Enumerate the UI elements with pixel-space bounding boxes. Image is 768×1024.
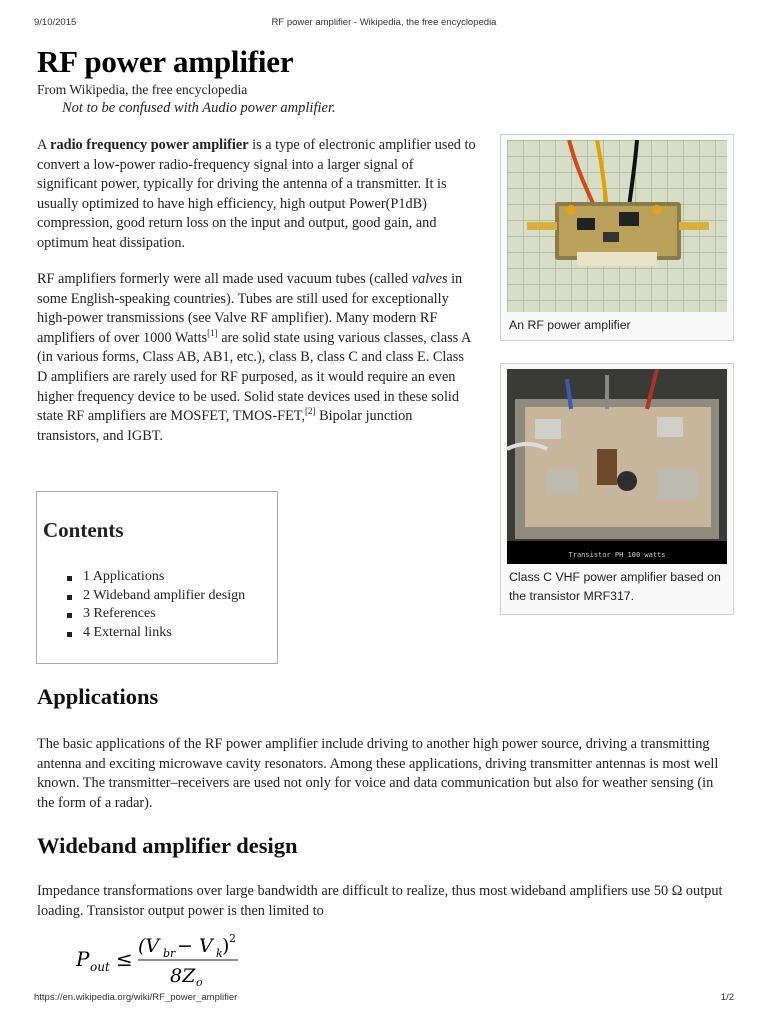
hatnote: Not to be confused with Audio power amplifier. bbox=[62, 100, 336, 116]
figure-class-c-amplifier bbox=[500, 363, 734, 615]
reference-1[interactable]: [1] bbox=[207, 328, 218, 339]
formula-num-close: ) bbox=[222, 935, 230, 957]
article-title: RF power amplifier bbox=[37, 44, 294, 79]
toc-item-external-links[interactable]: 4 External links bbox=[63, 624, 245, 643]
heading-wideband: Wideband amplifier design bbox=[37, 833, 298, 858]
intro-paragraph-2: RF amplifiers formerly were all made used vacuum tubes (called valves in some English-speaking countries). Tubes are still used for exceptionally high-power transmissions (see Valve RF amplifier). Many modern RF amplifiers of over 1000 Watts[1] are solid state using various classes, class A (in various forms, Class AB, AB1, etc.), class B, class C and class E. Class D amplifiers are rarely used for RF purposed, as it would require an even higher frequency device to be used. Solid state devices used in these solid state RF amplifiers are MOSFET, TMOS-FET,[2] Bipolar junction transistors, and IGBT. bbox=[37, 271, 471, 444]
term-bold: radio frequency power amplifier bbox=[50, 137, 249, 153]
formula-den-sub: o bbox=[196, 976, 203, 988]
applications-paragraph: The basic applications of the RF power amplifier include driving to another high power source, driving a transmitting antenna and exciting microwave cavity resonators. Among these applications, driving transmitter antennas is most well known. The transmitter–receivers are used not only for voice and data communication but also for weather sensing (in the form of a radar). bbox=[37, 736, 719, 811]
table-of-contents bbox=[36, 491, 278, 664]
formula-lhs: P bbox=[76, 947, 90, 971]
figure-rf-amplifier bbox=[500, 134, 734, 341]
heading-applications: Applications bbox=[37, 684, 159, 709]
toc-item-references[interactable]: 3 References bbox=[63, 605, 245, 624]
formula-num-sub1: br bbox=[163, 947, 176, 960]
formula-num-mid: − V bbox=[177, 935, 213, 957]
formula-num-sub2: k bbox=[216, 947, 223, 960]
wideband-paragraph: Impedance transformations over large bandwidth are difficult to realize, thus most wideband amplifiers use 50 Ω output loading. Transistor output power is then limited to bbox=[37, 883, 723, 919]
toc-list bbox=[63, 568, 245, 643]
toc-item-wideband-design[interactable]: 2 Wideband amplifier design bbox=[63, 587, 245, 606]
formula-num-open: (V bbox=[138, 935, 160, 957]
formula-num-exp: 2 bbox=[229, 932, 236, 945]
figure-caption-1: An RF power amplifier bbox=[509, 318, 631, 332]
figure-caption-2: Class C VHF power amplifier based on the transistor MRF317. bbox=[509, 570, 721, 603]
print-footer bbox=[34, 992, 734, 1003]
power-formula bbox=[76, 932, 276, 988]
print-page-number: 1/2 bbox=[720, 992, 734, 1003]
class-c-amplifier-photo[interactable] bbox=[507, 369, 727, 564]
reference-2[interactable]: [2] bbox=[305, 406, 316, 417]
rf-amplifier-photo[interactable] bbox=[507, 140, 727, 312]
board-label: Transistor PH 100 watts bbox=[568, 551, 666, 559]
intro-paragraph-1: A radio frequency power amplifier is a type of electronic amplifier used to convert a low-power radio-frequency signal into a larger signal of significant power, typically for driving the antenna of a transmitter. It is usually optimized to have high efficiency, high output Power(P1dB) compression, good return loss on the input and output, good gain, and optimum heat dissipation. bbox=[37, 137, 476, 251]
article-source-line: From Wikipedia, the free encyclopedia bbox=[37, 82, 248, 97]
print-url: https://en.wikipedia.org/wiki/RF_power_amplifier bbox=[34, 992, 238, 1003]
valves-italic: valves bbox=[411, 271, 448, 287]
toc-item-applications[interactable]: 1 Applications bbox=[63, 568, 245, 587]
toc-title: Contents bbox=[43, 518, 124, 542]
formula-den: 8Z bbox=[170, 965, 196, 987]
formula-relation: ≤ bbox=[116, 947, 133, 971]
formula-lhs-sub: out bbox=[90, 960, 110, 974]
print-date: 9/10/2015 bbox=[34, 17, 77, 28]
print-page-title: RF power amplifier - Wikipedia, the free encyclopedia bbox=[271, 17, 497, 28]
